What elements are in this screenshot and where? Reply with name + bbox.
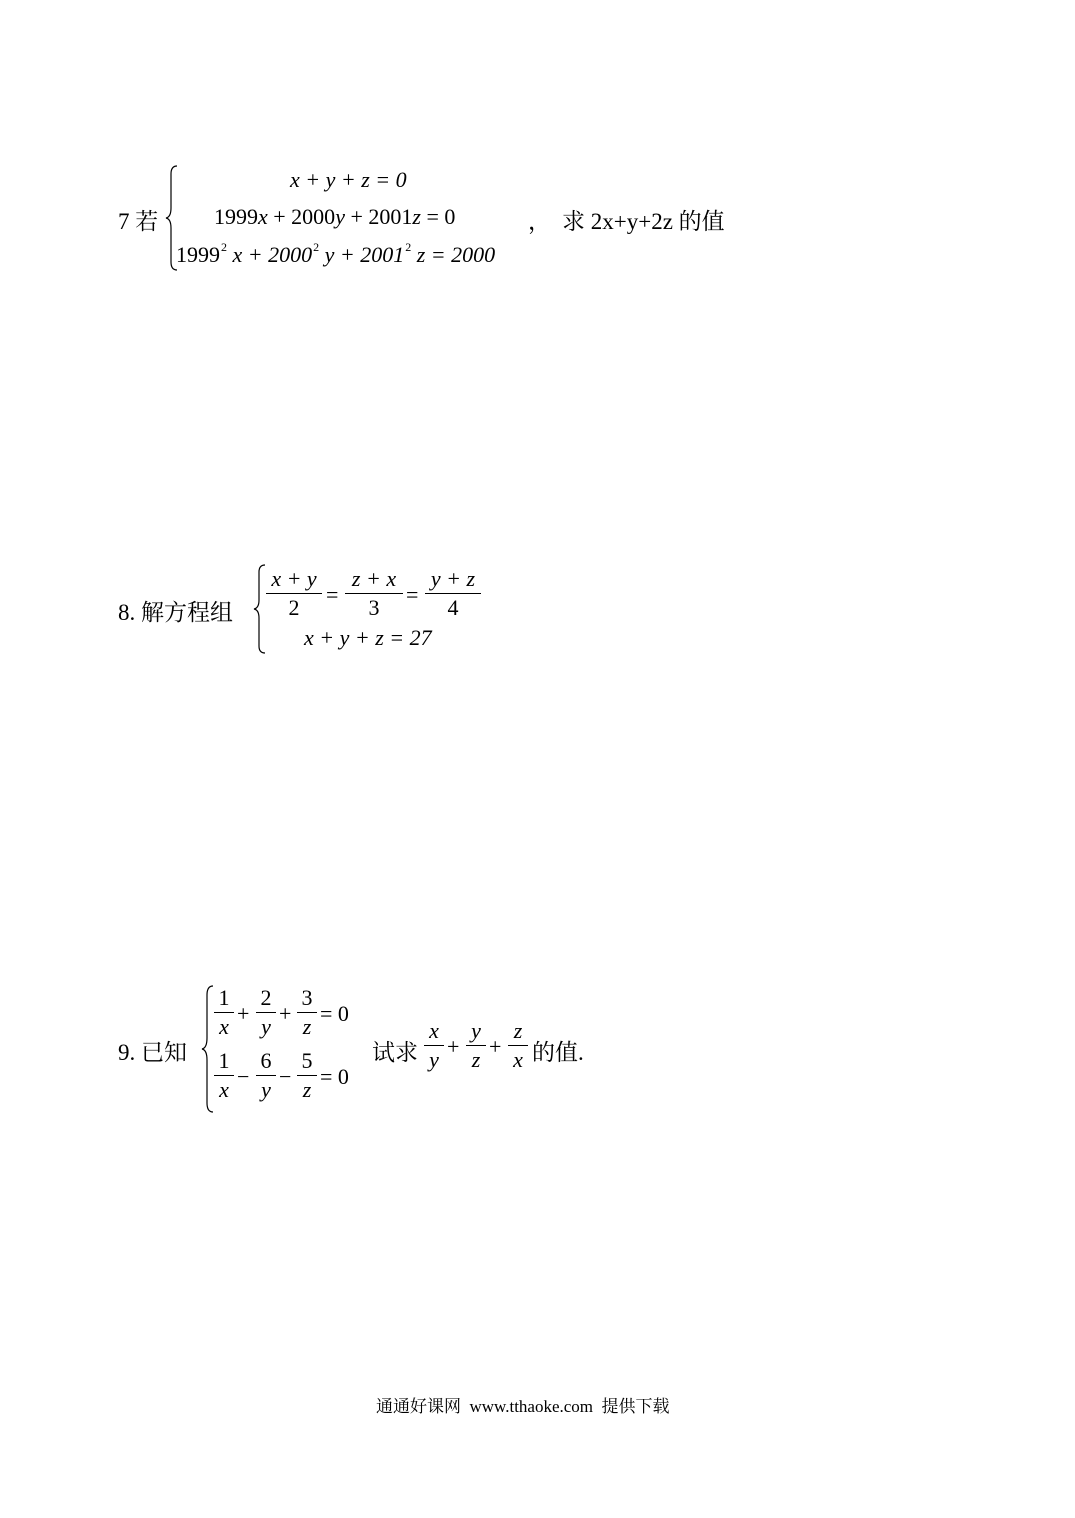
problem-9-target-op-2: + [489, 1034, 502, 1059]
problem-9-row1-fraction-2: 2 y [256, 986, 276, 1039]
problem-8-equals-2: = [406, 582, 419, 607]
footer-tagline: 提供下载 [601, 1397, 670, 1416]
problem-7-question: 求 2x+y+2z 的值 [562, 209, 725, 234]
footer-url[interactable]: www.tthaoke.com [469, 1397, 594, 1416]
problem-9-row2-fraction-3: 5 z [297, 1049, 317, 1102]
problem-8-equation-2: x + y + z = 27 [304, 625, 432, 650]
problem-9-row1-op-1: + [237, 1001, 250, 1026]
problem-9-row2-rhs: = 0 [320, 1064, 349, 1089]
problem-8-fraction-1: x + y 2 [266, 567, 322, 620]
problem-7-equation-3: 1999$^2$ $x + 2000^2$ $y + 2001^2$ z = 2000 [176, 240, 496, 267]
problem-8-number: 8. 解方程组 [118, 600, 233, 625]
footer-site-name: 通通好课网 [376, 1397, 461, 1416]
page-footer [376, 1392, 670, 1417]
problem-9-row2-fraction-1: 1 x [214, 1049, 234, 1102]
problem-9-row1-fraction-3: 3 z [297, 986, 317, 1039]
problem-9-row2-fraction-2: 6 y [256, 1049, 276, 1102]
problem-9-ask-suffix: 的值. [532, 1040, 584, 1065]
problem-9-number: 9. 已知 [118, 1040, 187, 1065]
problem-7-number: 7 若 [118, 209, 159, 234]
problem-9-row1-op-2: + [279, 1001, 292, 1026]
problem-9-ask-prefix: 试求 [372, 1040, 418, 1065]
problem-7-equation-2: 1999x + 2000y + 2001z = 0 [214, 204, 456, 229]
problem-9-row2-op-2: − [279, 1064, 292, 1089]
problem-8-fraction-3: y + z 4 [425, 567, 481, 620]
problem-9-row1-fraction-1: 1 x [214, 986, 234, 1039]
problem-9-row2-op-1: − [237, 1064, 250, 1089]
problem-7-comma: ， [528, 209, 551, 234]
problem-9-target-op-1: + [447, 1034, 460, 1059]
problem-8-fraction-2: z + x 3 [345, 567, 403, 620]
problem-7-equation-1: x + y + z = 0 [290, 167, 407, 192]
problem-8-equals-1: = [326, 582, 339, 607]
problem-9-target-fraction-1: x y [424, 1019, 444, 1072]
problem-9-target-fraction-2: y z [466, 1019, 486, 1072]
problem-9-row1-rhs: = 0 [320, 1001, 349, 1026]
problem-9-target-fraction-3: z x [508, 1019, 528, 1072]
